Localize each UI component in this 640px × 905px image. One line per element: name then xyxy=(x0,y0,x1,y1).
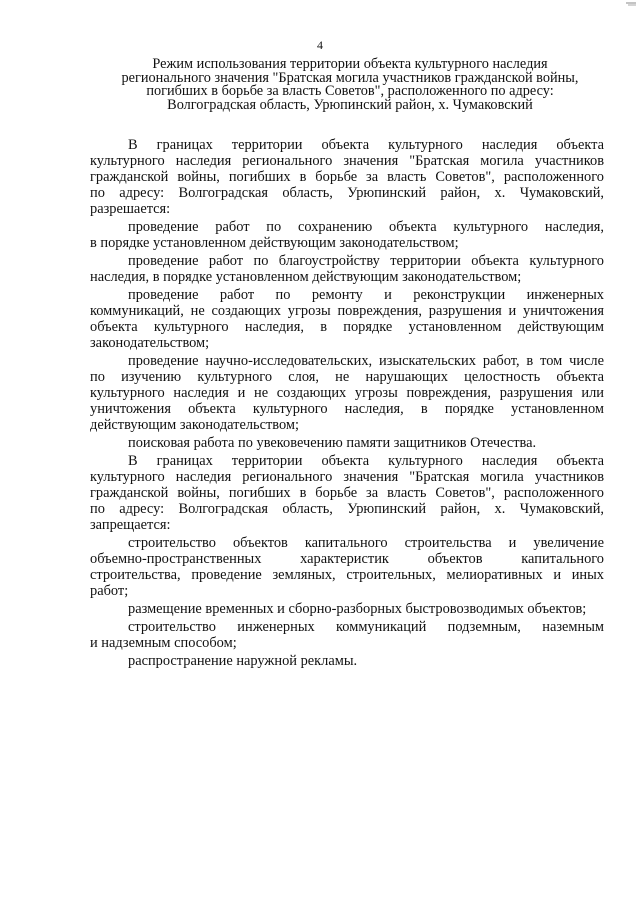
paragraph-line: законодательством; xyxy=(90,335,210,351)
paragraph xyxy=(90,253,604,285)
paragraph xyxy=(90,219,604,251)
paragraph-line: по изучению культурного слоя, не нарушающих целостность объекта xyxy=(90,369,604,385)
title-line: Волгоградская область, Урюпинский район, х. Чумаковский xyxy=(167,96,533,113)
paragraph-line: объекта культурного наследия, в порядке установленном действующим xyxy=(90,319,604,335)
corner-mark xyxy=(626,2,636,7)
paragraph-line: культурного наследия и не создающих угрозы повреждения, разрушения или xyxy=(90,385,604,401)
paragraph-line: объемно-пространственных характеристик объектов капитального xyxy=(90,551,604,567)
page-number: 4 xyxy=(317,38,323,52)
paragraph-line: коммуникаций, не создающих угрозы повреждения, разрушения и уничтожения xyxy=(90,303,604,319)
paragraph-line: уничтожения объекта культурного наследия, в порядке установленном xyxy=(90,401,604,417)
paragraph-line: наследия, в порядке установленном действующим законодательством; xyxy=(90,269,522,285)
paragraph xyxy=(90,435,604,451)
paragraph-line: поисковая работа по увековечению памяти защитников Отечества. xyxy=(128,435,537,451)
paragraph xyxy=(90,453,604,533)
paragraph-line: строительство инженерных коммуникаций подземным, наземным xyxy=(128,619,604,635)
paragraph-line: действующим законодательством; xyxy=(90,417,299,433)
paragraph-line: по адресу: Волгоградская область, Урюпинский район, х. Чумаковский, xyxy=(90,185,604,201)
paragraph xyxy=(90,653,604,669)
paragraph-line: размещение временных и сборно-разборных быстровозводимых объектов; xyxy=(128,601,587,617)
paragraph-line: проведение работ по сохранению объекта культурного наследия, xyxy=(128,219,604,235)
paragraph-line: работ; xyxy=(90,583,129,599)
title-line: регионального значения "Братская могила участников гражданской войны, xyxy=(121,69,579,86)
paragraph-line: разрешается: xyxy=(90,201,171,217)
paragraph-line: В границах территории объекта культурного наследия объекта xyxy=(128,453,604,469)
paragraph-line: строительства, проведение земляных, строительных, мелиоративных и иных xyxy=(90,567,604,583)
paragraph-line: строительство объектов капитального строительства и увеличение xyxy=(128,535,604,551)
paragraph xyxy=(90,287,604,351)
paragraph-line: культурного наследия регионального значения "Братская могила участников xyxy=(90,469,604,485)
paragraph xyxy=(90,619,604,651)
paragraph xyxy=(90,601,604,617)
paragraph-line: В границах территории объекта культурного наследия объекта xyxy=(128,137,604,153)
paragraph-line: проведение научно-исследовательских, изыскательских работ, в том числе xyxy=(128,353,604,369)
paragraph-line: проведение работ по ремонту и реконструкции инженерных xyxy=(128,287,604,303)
paragraph-line: гражданской войны, погибших в борьбе за власть Советов", расположенного xyxy=(90,169,604,185)
paragraph xyxy=(90,535,604,599)
paragraph-line: распространение наружной рекламы. xyxy=(128,653,358,669)
paragraph-line: в порядке установленном действующим законодательством; xyxy=(90,235,459,251)
paragraph-line: запрещается: xyxy=(90,517,171,533)
document-body xyxy=(90,137,604,671)
paragraph xyxy=(90,353,604,433)
paragraph xyxy=(90,137,604,217)
title-line: Режим использования территории объекта культурного наследия xyxy=(152,56,548,72)
title-line: погибших в борьбе за власть Советов", расположенного по адресу: xyxy=(146,83,554,100)
paragraph-line: культурного наследия регионального значения "Братская могила участников xyxy=(90,153,604,169)
document-title xyxy=(90,58,610,112)
paragraph-line: проведение работ по благоустройству территории объекта культурного xyxy=(128,253,604,269)
paragraph-line: по адресу: Волгоградская область, Урюпинский район, х. Чумаковский, xyxy=(90,501,604,517)
paragraph-line: и надземным способом; xyxy=(90,635,237,651)
paragraph-line: гражданской войны, погибших в борьбе за власть Советов", расположенного xyxy=(90,485,604,501)
